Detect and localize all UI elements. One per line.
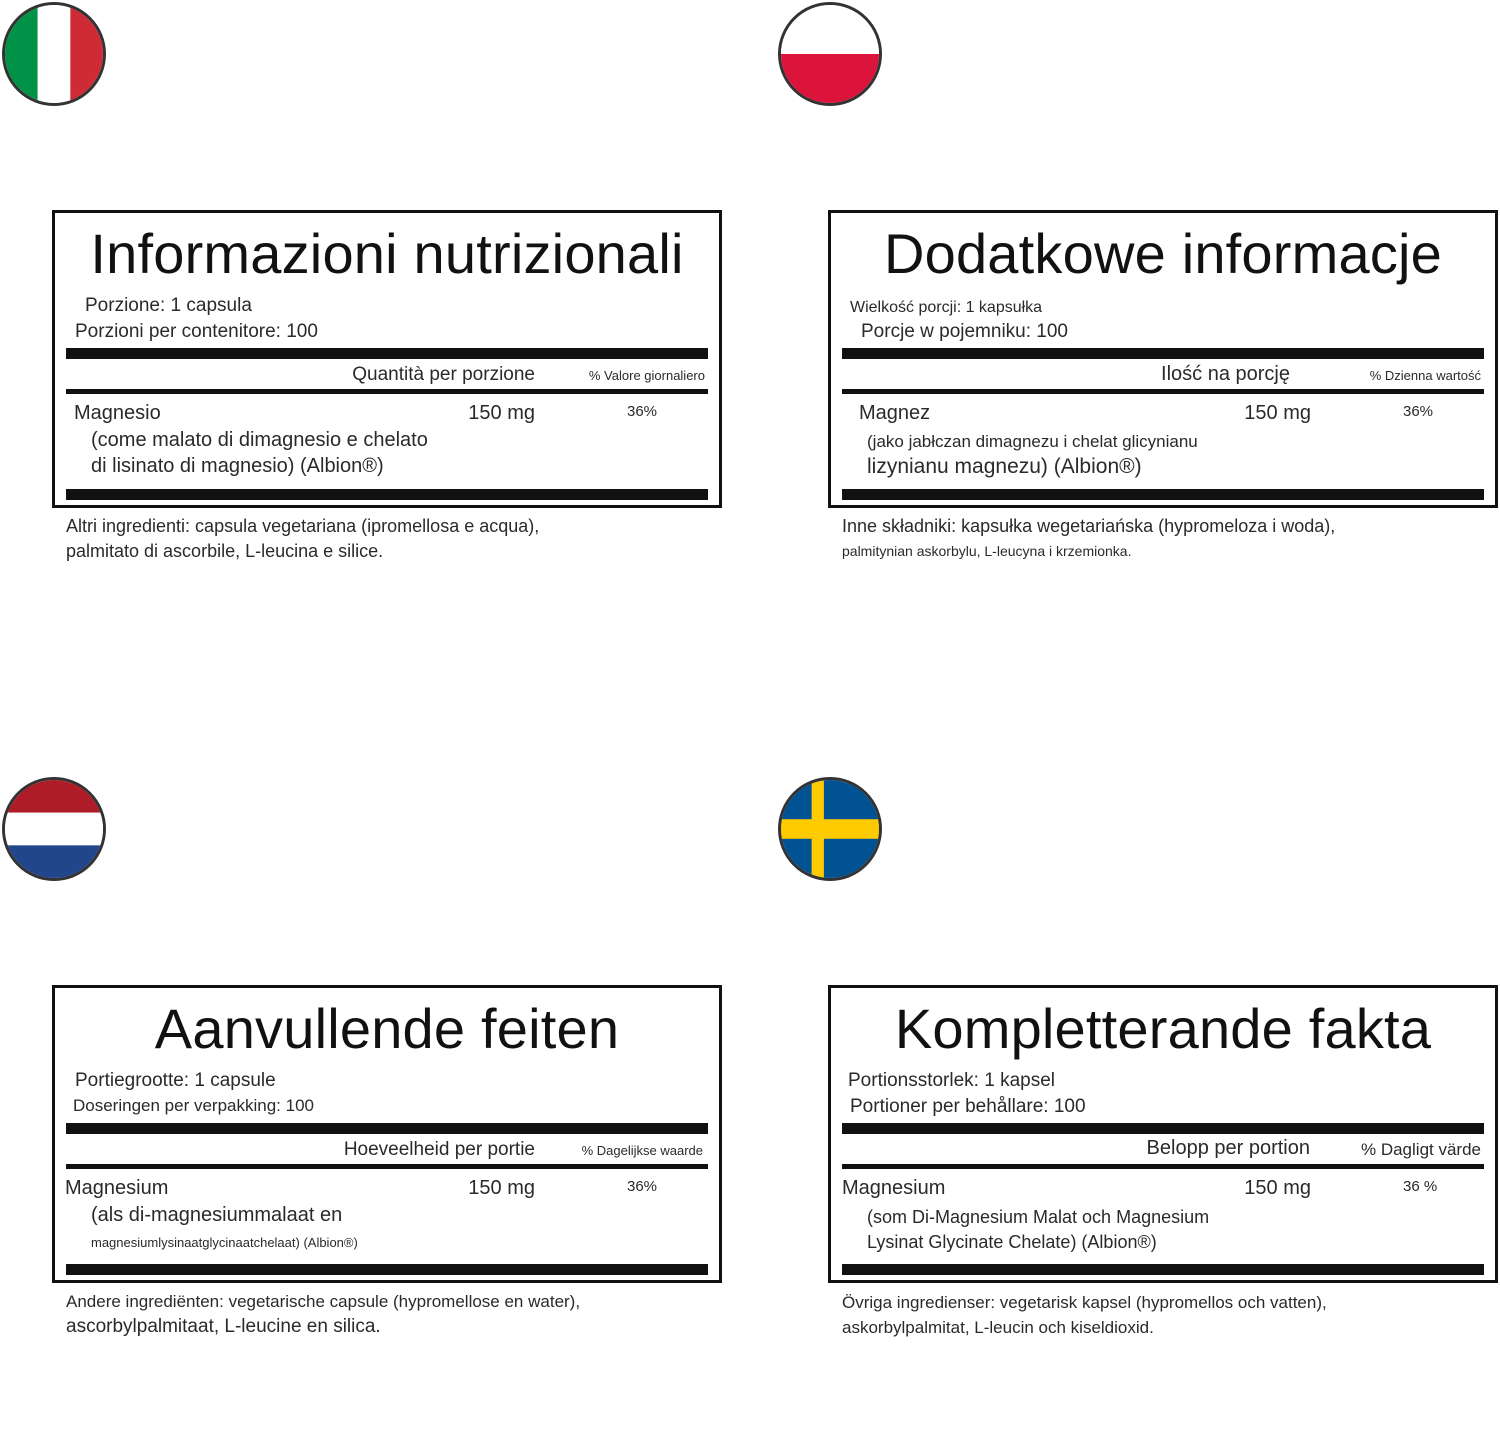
thin-divider [842,1164,1484,1169]
thick-divider [842,1123,1484,1134]
other-ingredients-line-2: ascorbylpalmitaat, L-leucine en silica. [66,1316,381,1337]
thick-divider [842,489,1484,500]
serving-size: Portiegrootte: 1 capsule [75,1070,276,1091]
nutrient-description-line-2: di lisinato di magnesio) (Albion®) [91,455,384,477]
other-ingredients-line-1: Altri ingredienti: capsula vegetariana (ipromellosa e acqua), [66,516,540,536]
italy-flag-icon [2,2,106,106]
other-ingredients-line-2: palmitato di ascorbile, L-leucina e silice. [66,541,384,561]
nutrient-amount: 150 mg [468,1177,535,1199]
nutrient-description-line-2: Lysinat Glycinate Chelate) (Albion®) [867,1232,1157,1252]
supplement-facts-panel [828,985,1498,1283]
nutrient-description-line-1: (jako jabłczan dimagnezu i chelat glicynianu [867,432,1198,451]
panel-title: Kompletterande fakta [894,997,1432,1060]
nutrient-name: Magnez [859,402,931,424]
netherlands-flag-icon [2,777,106,881]
thick-divider [842,1264,1484,1275]
serving-size: Portionsstorlek: 1 kapsel [848,1070,1055,1091]
swedish-quadrant [776,775,1500,1445]
servings-per-container: Portioner per behållare: 100 [850,1096,1086,1117]
nutrient-description-line-1: (come malato di dimagnesio e chelato [91,429,428,451]
dutch-quadrant [0,775,750,1445]
nutrient-description-line-2: magnesiumlysinaatglycinaatchelaat) (Albion®) [91,1235,358,1250]
panel-title: Informazioni nutrizionali [90,222,684,285]
nutrient-daily-value: 36 % [1403,1178,1438,1195]
thick-divider [66,1264,708,1275]
other-ingredients-line-1: Andere ingrediënten: vegetarische capsule (hypromellose en water), [66,1292,581,1311]
nutrient-description-line-1: (als di-magnesiummalaat en [91,1204,343,1226]
thick-divider [66,1123,708,1134]
supplement-facts-panel [828,210,1498,508]
daily-value-header: % Dagelijkse waarde [581,1143,703,1158]
other-ingredients-line-1: Övriga ingredienser: vegetarisk kapsel (hypromellos och vatten), [842,1293,1327,1312]
supplement-facts-panel [52,985,722,1283]
thin-divider [66,1164,708,1169]
thin-divider [842,389,1484,394]
nutrient-description-line-1: (som Di-Magnesium Malat och Magnesium [867,1207,1210,1227]
daily-value-header: % Valore giornaliero [588,368,705,383]
daily-value-header: % Dagligt värde [1360,1140,1481,1159]
serving-size: Wielkość porcji: 1 kapsułka [850,299,1043,316]
servings-per-container: Porcje w pojemniku: 100 [861,321,1068,342]
nutrient-name: Magnesio [74,402,161,424]
supplement-facts-panel [52,210,722,508]
servings-per-container: Porzioni per contenitore: 100 [75,321,318,342]
serving-size: Porzione: 1 capsula [85,295,252,316]
other-ingredients-line-1: Inne składniki: kapsułka wegetariańska (hypromeloza i woda), [842,516,1336,536]
nutrient-daily-value: 36% [627,403,658,420]
italian-quadrant [0,0,750,670]
thick-divider [66,489,708,500]
polish-quadrant [776,0,1500,670]
amount-per-serving-header: Hoeveelheid per portie [343,1139,535,1160]
nutrient-name: Magnesium [842,1177,946,1199]
nutrient-name: Magnesium [65,1177,169,1199]
servings-per-container: Doseringen per verpakking: 100 [73,1096,314,1115]
thick-divider [66,348,708,359]
sweden-flag-icon [778,777,882,881]
nutrient-description-line-2: lizynianu magnezu) (Albion®) [867,455,1142,478]
amount-per-serving-header: Ilość na porcję [1161,363,1290,385]
nutrient-amount: 150 mg [468,402,535,424]
nutrient-daily-value: 36% [627,1178,658,1195]
other-ingredients-line-2: palmitynian askorbylu, L-leucyna i krzemionka. [842,543,1132,559]
nutrient-amount: 150 mg [1244,1177,1311,1199]
amount-per-serving-header: Quantità per porzione [352,364,535,385]
daily-value-header: % Dzienna wartość [1369,368,1481,383]
thin-divider [66,389,708,394]
thick-divider [842,348,1484,359]
nutrient-amount: 150 mg [1244,402,1311,424]
panel-title: Aanvullende feiten [154,997,620,1060]
other-ingredients-line-2: askorbylpalmitat, L-leucin och kiseldioxid. [842,1318,1154,1337]
nutrient-daily-value: 36% [1403,403,1434,420]
poland-flag-icon [778,2,882,106]
amount-per-serving-header: Belopp per portion [1146,1137,1310,1159]
panel-title: Dodatkowe informacje [883,222,1443,285]
